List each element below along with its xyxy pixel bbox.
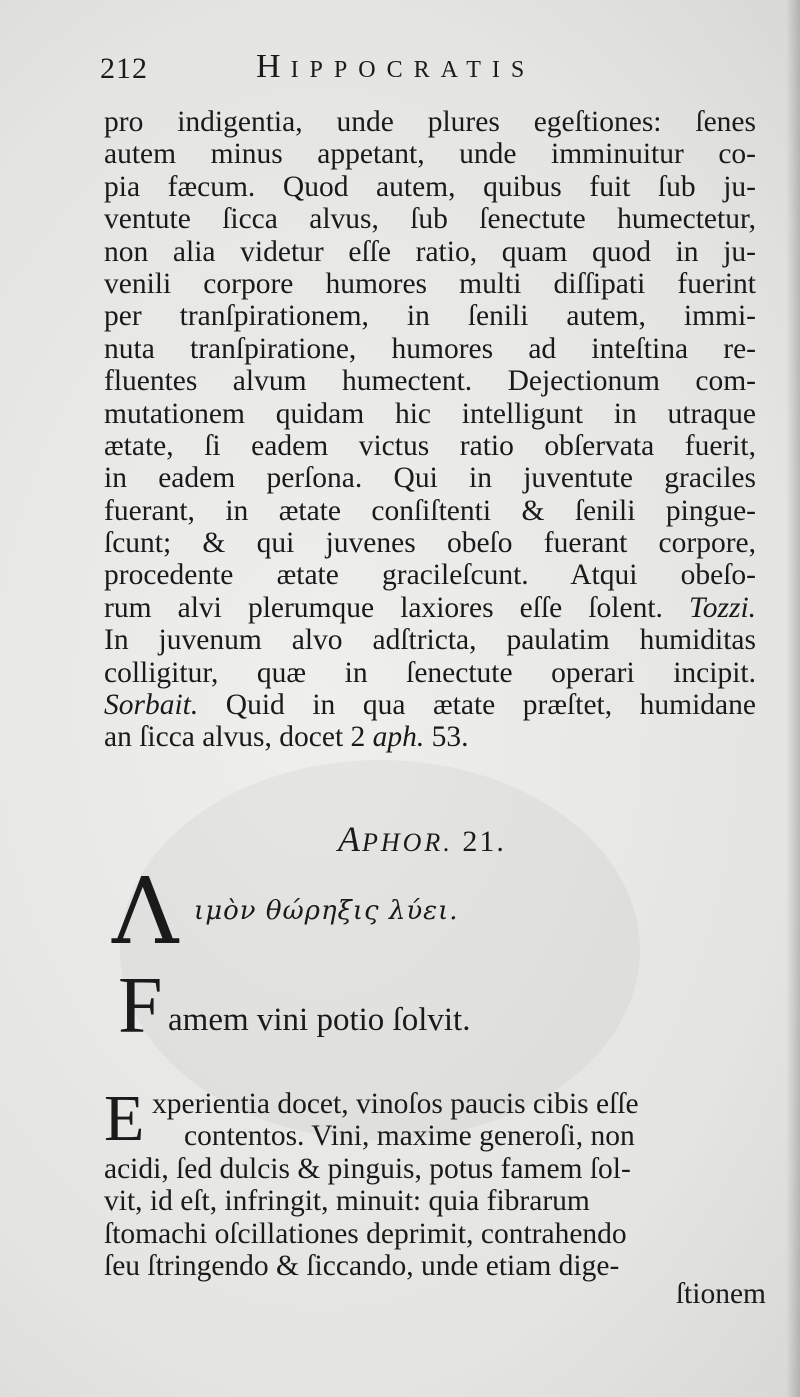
aphorism-number: 21.: [462, 825, 506, 858]
text-line: [104, 721, 756, 753]
greek-aphorism: [112, 858, 752, 965]
running-head: [100, 48, 740, 92]
text-line: procedente ætate gracileſcunt. Atqui obeſo-: [104, 559, 756, 592]
text-line: per tranſpirationem, in ſenili autem, immi-: [104, 300, 756, 333]
text-line: venili corpore humores multi diſſipati fuerint: [104, 267, 756, 300]
text-line: In juvenum alvo adſtricta, paulatim humiditas: [104, 624, 756, 657]
text-line: fluentes alvum humectent. Dejectionum com-: [104, 365, 756, 398]
text-segment: 53.: [424, 721, 469, 754]
running-title-rest: IPPOCRATIS: [290, 57, 536, 83]
latin-aphorism: [118, 962, 758, 1052]
running-title-initial: H: [256, 48, 291, 85]
text-line: in eadem perſona. Qui in juventute graciles: [104, 462, 756, 495]
page-number: 212: [100, 52, 148, 85]
text-line: [104, 592, 756, 624]
text-line: xperientia docet, vinoſos paucis cibis eſſe: [152, 1088, 639, 1120]
text-line: ſeu ſtringendo & ſiccando, unde etiam dige-: [104, 1249, 620, 1282]
aphorism-label: PHOR.: [362, 828, 453, 857]
text-line: pia fæcum. Quod autem, quibus fuit ſub ju-: [104, 170, 756, 203]
text-segment: rum alvi plerumque laxiores eſſe ſolent.: [104, 591, 663, 624]
text-line: non alia videtur eſſe ratio, quam quod in ju-: [104, 235, 756, 268]
text-line: autem minus appetant, unde imminuitur co-: [104, 138, 756, 171]
latin-text: amem vini potio ſolvit.: [168, 1002, 471, 1038]
paragraph-drop-cap: E: [104, 1082, 145, 1155]
text-line: ſtomachi oſcillationes deprimit, contrahendo: [104, 1217, 627, 1250]
text-line: fuerant, in ætate conſiſtenti & ſenili pingue-: [104, 494, 756, 527]
citation-sorbait: Sorbait.: [104, 689, 199, 722]
citation-tozzi: Tozzi.: [689, 591, 757, 624]
text-line: acidi, ſed dulcis & pinguis, potus famem ſol-: [104, 1152, 631, 1185]
text-line: vit, id eſt, infringit, minuit: quia fibrarum: [104, 1185, 590, 1218]
aphorism-initial: A: [338, 819, 362, 859]
latin-drop-cap: F: [118, 962, 163, 1050]
text-line: colligitur, quæ in ſenectute operari incipit.: [104, 656, 756, 689]
text-line: contentos. Vini, maxime generoſi, non: [184, 1120, 635, 1153]
text-line: nuta tranſpiratione, humores ad inteſtina re-: [104, 332, 756, 365]
running-title: [256, 48, 535, 86]
text-line: ventute ſicca alvus, ſub ſenectute humectetur,: [104, 203, 756, 236]
text-line: mutationem quidam hic intelligunt in utraque: [104, 397, 756, 430]
catchword: ſtionem: [675, 1278, 766, 1310]
text-line: ſcunt; & qui juvenes obeſo fuerant corpore,: [104, 527, 756, 560]
aph-abbrev: aph.: [372, 721, 425, 754]
aphorism-heading: [338, 818, 506, 860]
text-segment: Quid in qua ætate præſtet, humidane: [198, 689, 756, 722]
text-line: [104, 689, 756, 721]
text-line: pro indigentia, unde plures egeſtiones: ſenes: [104, 106, 756, 138]
greek-drop-cap: Λ: [112, 858, 179, 965]
greek-text: ιμὸν θώρηξις λύει.: [194, 896, 459, 926]
page-edge-shadow: [786, 0, 800, 1397]
text-segment: an ſicca alvus, docet 2: [104, 721, 373, 754]
bleed-through-stain: [120, 760, 640, 1140]
text-line: ætate, ſi eadem victus ratio obſervata fuerit,: [104, 429, 756, 462]
commentary-paragraph-1: [104, 106, 756, 754]
